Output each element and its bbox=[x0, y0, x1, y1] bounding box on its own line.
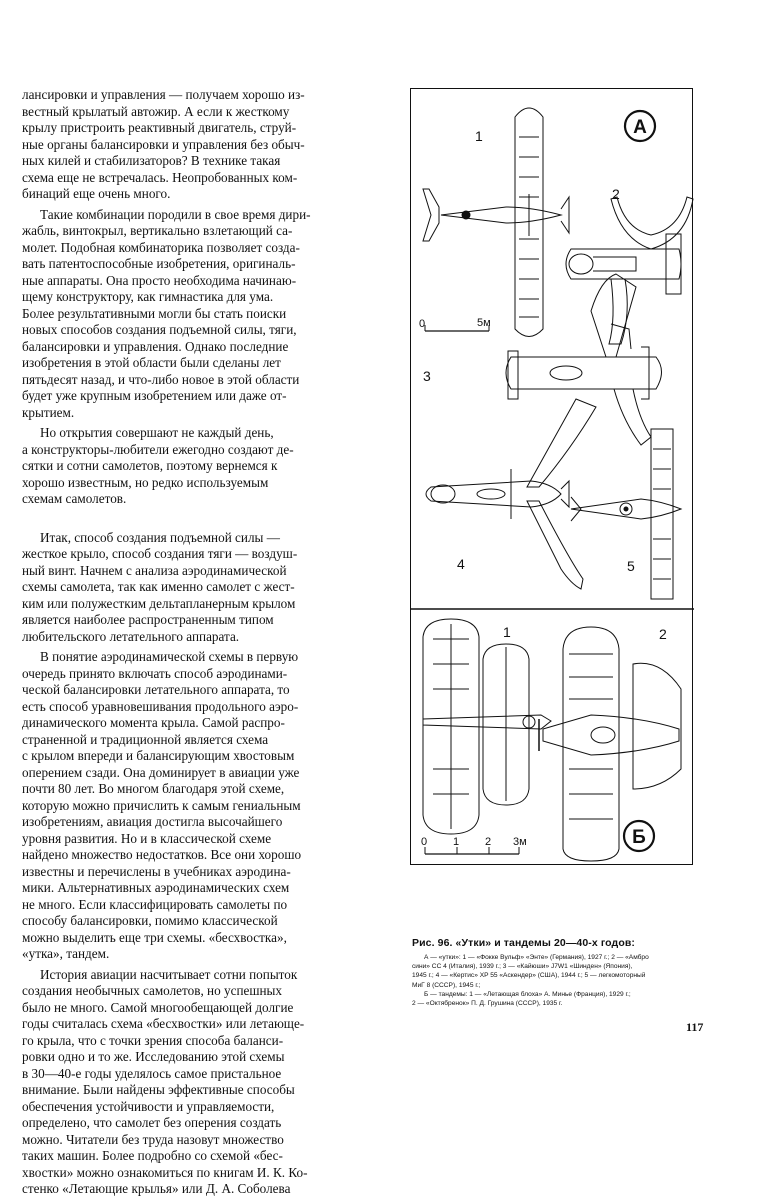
panel-a-label bbox=[625, 111, 655, 141]
label-a3: 3 bbox=[423, 368, 431, 384]
scale-b-value: 3м bbox=[513, 836, 527, 848]
scale-b-one: 1 bbox=[453, 836, 460, 848]
caption-line: А — «утки»: 1 — «Фокке Вульф» «Энте» (Германия), 1927 г.; 2 — «Амбро bbox=[424, 954, 649, 961]
text-line: изобретениям, авиация достигла высочайшего bbox=[22, 814, 283, 829]
scale-b-zero: 0 bbox=[421, 836, 428, 848]
figure-96 bbox=[410, 88, 693, 865]
caption-line: 2 — «Октябренок» П. Д. Грушина (СССР), 1935 г. bbox=[412, 1000, 563, 1008]
text-line: внимание. Были найдены эффективные способы bbox=[22, 1082, 295, 1097]
text-line: «утка», тандем. bbox=[22, 946, 110, 961]
aircraft-b2-oktyabrenok bbox=[539, 627, 681, 861]
text-line: динамического момента крыла. Самой распро- bbox=[22, 715, 285, 730]
svg-text:А: А bbox=[633, 117, 647, 138]
text-line: ные органы балансировки и управления без обыч- bbox=[22, 136, 305, 152]
caption-title: Рис. 96. «Утки» и тандемы 20—40-х годов: bbox=[412, 937, 635, 949]
text-column bbox=[22, 87, 378, 1198]
text-line: сятки и сотни самолетов, поэтому вернемся к bbox=[22, 458, 278, 473]
text-line: схемам самолетов. bbox=[22, 491, 127, 506]
text-line: страненной и традиционной является схема bbox=[22, 731, 269, 747]
text-line: ные аппараты. Она просто необходима начинаю- bbox=[22, 272, 297, 288]
text-line: можно выделить еще три схемы. «бесхвостка», bbox=[22, 929, 287, 945]
label-a4: 4 bbox=[457, 556, 465, 572]
text-line: История авиации насчитывает сотни попыток bbox=[40, 966, 298, 982]
text-line: годы считалась схема «бесхвостки» или летающе- bbox=[22, 1016, 305, 1031]
text-line: уровня развития. Но и в классической схеме bbox=[22, 830, 272, 846]
text-line: Итак, способ создания подъемной силы — bbox=[40, 529, 280, 545]
figure-caption bbox=[412, 937, 712, 1008]
aircraft-b1-flying-flea bbox=[423, 619, 551, 834]
paragraph-1 bbox=[22, 87, 378, 203]
text-line: Но открытия совершают не каждый день, bbox=[40, 425, 274, 440]
text-line: ческой балансировки летательного аппарата, то bbox=[22, 682, 290, 697]
aircraft-a1-focke-wulf-ente bbox=[423, 108, 569, 337]
scale-b-two: 2 bbox=[485, 836, 492, 848]
paragraph-5 bbox=[22, 649, 378, 963]
scale-a-value: 5м bbox=[477, 317, 491, 329]
caption-line: сини» СС 4 (Италия), 1939 г.; 3 — «Кайюши» J7W1 «Шинден» (Япония), bbox=[412, 963, 633, 971]
text-line: было не много. Самой многообещающей долгие bbox=[22, 999, 294, 1015]
paragraph-2 bbox=[22, 207, 378, 422]
text-line: почти 80 лет. Во многом благодаря этой схеме, bbox=[22, 781, 285, 796]
svg-text:Б: Б bbox=[632, 827, 646, 848]
text-line: балансировки и управления. Однако последние bbox=[22, 338, 289, 354]
aircraft-a4-curtiss-ascender bbox=[426, 399, 596, 589]
panel-b-label bbox=[624, 821, 654, 851]
caption-line: 1945 г.; 4 — «Кертис» XP 55 «Аскендер» (США), 1944 г.; 5 — легкомоторный bbox=[412, 972, 646, 980]
text-line: обеспечения устойчивости и управляемости, bbox=[22, 1098, 275, 1114]
aircraft-a3-shinden bbox=[506, 274, 662, 445]
label-a5: 5 bbox=[627, 558, 635, 574]
text-line: пятьдесят назад, и что-либо новое в этой области bbox=[22, 371, 300, 387]
text-line: которую можно причислить к самым гениальным bbox=[22, 797, 301, 813]
aircraft-drawings bbox=[411, 89, 694, 866]
text-line: стенко «Летающие крылья» или Д. А. Соболева bbox=[22, 1181, 291, 1196]
label-a1: 1 bbox=[475, 128, 483, 144]
text-line: способу балансировки, помимо классической bbox=[22, 913, 278, 928]
paragraph-6 bbox=[22, 967, 378, 1198]
text-line: будет уже крупным изобретением или даже от- bbox=[22, 388, 287, 403]
text-line: ровки одно и то же. Исследованию этой схемы bbox=[22, 1049, 285, 1064]
text-line: крытием. bbox=[22, 404, 75, 420]
caption-line: МиГ 8 (СССР), 1945 г.; bbox=[412, 981, 481, 989]
text-line: жесткое крыло, способ создания тяги — воздуш- bbox=[22, 546, 298, 561]
text-line: можно. Читатели без труда назовут множество bbox=[22, 1131, 284, 1147]
text-line: В понятие аэродинамической схемы в первую bbox=[40, 649, 299, 664]
paragraph-3 bbox=[22, 425, 378, 508]
label-a2: 2 bbox=[612, 186, 620, 202]
label-b2: 2 bbox=[659, 626, 667, 642]
text-line: создания необычных самолетов, но успешных bbox=[22, 983, 283, 998]
text-line: щему конструктору, как гимнастика для ума. bbox=[22, 289, 274, 304]
text-line: ных килей и стабилизаторов? В технике такая bbox=[22, 153, 281, 168]
text-line: новых способов создания подъемной силы, тяги, bbox=[22, 322, 297, 337]
text-line: хвостки» можно ознакомиться по книгам И. К. Ко- bbox=[22, 1164, 308, 1180]
caption-line: Б — тандемы: 1 — «Летающая блоха» А. Минье (Франция), 1929 г.; bbox=[424, 990, 631, 998]
text-line: есть способ уравновешивания продольного аэро- bbox=[22, 698, 299, 714]
text-line: изобретения в этой области были сделаны лет bbox=[22, 355, 281, 370]
text-line: таких машин. Более подробно со схемой «бес- bbox=[22, 1148, 283, 1163]
text-line: вать патентоспособные изобретения, оригиналь- bbox=[22, 256, 296, 271]
text-line: ный винт. Начнем с анализа аэродинамической bbox=[22, 562, 287, 578]
text-line: не много. Если классифицировать самолеты по bbox=[22, 896, 288, 912]
aircraft-a2-ambrosini bbox=[566, 197, 693, 344]
text-line: лансировки и управления — получаем хорошо из- bbox=[22, 87, 305, 102]
text-line: найдено множество недостатков. Все они хорошо bbox=[22, 847, 302, 862]
text-line: оперением сзади. Она доминирует в авиации уже bbox=[22, 764, 300, 780]
text-line: любительского летательного аппарата. bbox=[22, 628, 240, 644]
page-number: 117 bbox=[686, 1020, 704, 1034]
text-line: хорошо известным, но редко используемым bbox=[22, 474, 269, 490]
scale-bar-b bbox=[425, 847, 519, 854]
text-line: ким или полужестким дельтапланерным крылом bbox=[22, 595, 296, 611]
text-line: схема еще не встречалась. Неопробованных ком- bbox=[22, 169, 298, 185]
text-line: схемы самолета, так как именно самолет с жест- bbox=[22, 579, 295, 594]
text-line: в 30—40-е годы уделялось самое пристальное bbox=[22, 1065, 282, 1081]
text-line: а конструкторы-любители ежегодно создают де- bbox=[22, 441, 294, 457]
text-line: очередь принято включать способ аэродинами- bbox=[22, 665, 288, 681]
text-line: известны и перечислены в учебниках аэродина- bbox=[22, 863, 291, 879]
text-line: го крыла, что с точки зрения способа баланси- bbox=[22, 1032, 284, 1048]
text-line: Такие комбинации породили в свое время дири- bbox=[40, 206, 311, 222]
text-line: мики. Альтернативных аэродинамических схем bbox=[22, 880, 290, 895]
text-line: Более результативными могли бы стать поиски bbox=[22, 305, 287, 321]
scale-a-zero: 0 bbox=[419, 318, 426, 330]
text-line: является наиболее распространенным типом bbox=[22, 612, 274, 627]
text-line: с крылом впереди и балансирующим хвостовым bbox=[22, 748, 295, 763]
text-line: крылу пристроить реактивный двигатель, струй- bbox=[22, 120, 297, 135]
text-line: жабль, винтокрыл, вертикально взлетающий са- bbox=[22, 223, 293, 238]
text-line: молет. Подобная комбинаторика позволяет созда- bbox=[22, 239, 300, 255]
text-line: бинаций еще очень много. bbox=[22, 186, 171, 201]
aircraft-a5-mig8 bbox=[571, 429, 681, 599]
text-line: определено, что самолет без оперения создать bbox=[22, 1115, 282, 1130]
paragraph-4 bbox=[22, 530, 378, 646]
label-b1: 1 bbox=[503, 624, 511, 640]
text-line: вестный крылатый автожир. А если к жесткому bbox=[22, 103, 290, 119]
